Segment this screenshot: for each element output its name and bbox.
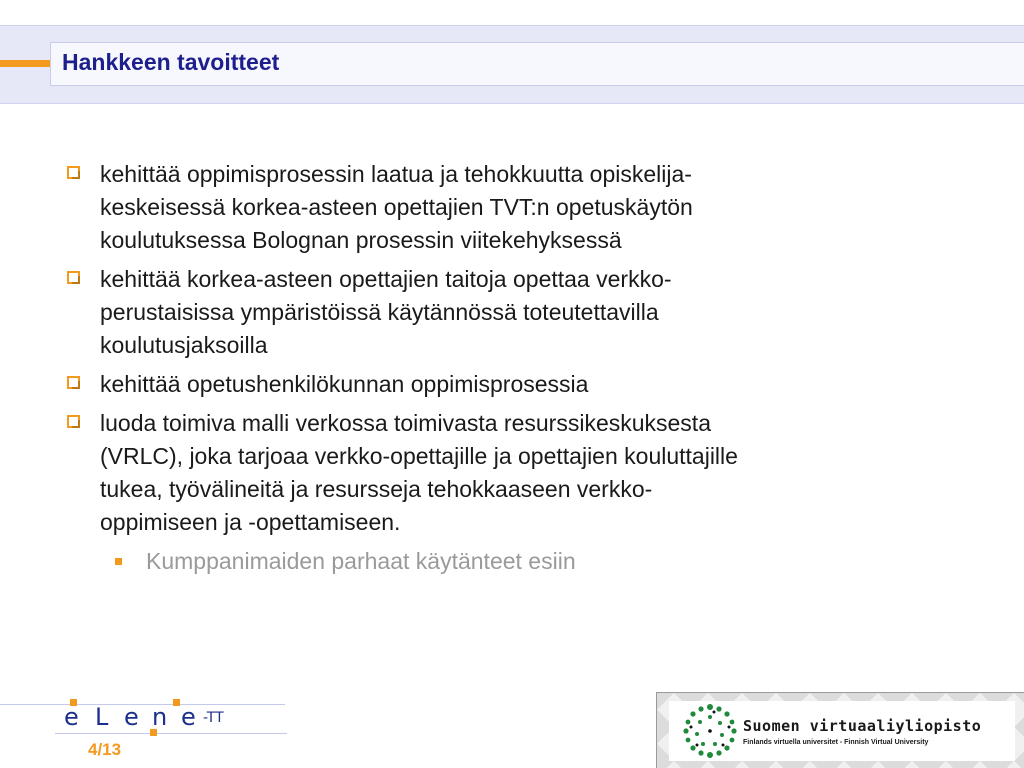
university-subtitle: Finlands virtuella universitet - Finnish Virtual University	[743, 739, 929, 746]
bullet-line: koulutusjaksoilla	[100, 332, 268, 358]
bullet-line: (VRLC), joka tarjoaa verkko-opettajille ja opettajien kouluttajille	[100, 443, 738, 469]
title-accent-bar	[0, 60, 50, 67]
bullet-line: kehittää korkea-asteen opettajien taitoja opettaa verkko-	[100, 266, 672, 292]
footer-divider-bottom	[55, 733, 287, 734]
footer-divider-top	[0, 704, 285, 705]
bullet-line: keskeisessä korkea-asteen opettajien TVT:n opetuskäytön	[100, 194, 693, 220]
bullet-line: kehittää oppimisprosessin laatua ja tehokkuutta opiskelija-	[100, 161, 692, 187]
bullet-list	[67, 158, 927, 578]
logo-suffix: -TT	[203, 710, 224, 726]
university-name: Suomen virtuaaliyliopisto	[743, 717, 982, 735]
bullet-item	[67, 263, 927, 362]
bullet-line: koulutuksessa Bolognan prosessin viitekehyksessä	[100, 227, 622, 253]
bullet-item	[67, 407, 927, 539]
bullet-line: luoda toimiva malli verkossa toimivasta resurssikeskuksesta	[100, 410, 711, 436]
university-logo	[656, 692, 1024, 768]
bullet-line: tukea, työvälineitä ja resursseja tehokkaaseen verkko-	[100, 476, 653, 502]
checkbox-bullet-icon	[67, 415, 80, 428]
logo-letter: n	[152, 703, 168, 731]
logo-letter: L	[95, 703, 109, 731]
slide-title: Hankkeen tavoitteet	[62, 49, 280, 75]
checkbox-bullet-icon	[67, 271, 80, 284]
logo-dot	[173, 699, 180, 706]
bullet-line: oppimiseen ja -opettamiseen.	[100, 509, 401, 535]
logo-letter: e	[124, 703, 139, 731]
bullet-item	[67, 368, 927, 401]
bullet-item	[67, 158, 927, 257]
page-number: 4/13	[88, 740, 122, 759]
university-logo-panel	[669, 701, 1015, 761]
bullet-line: kehittää opetushenkilökunnan oppimisprosessia	[100, 371, 589, 397]
dotted-circle-icon	[673, 701, 747, 761]
sub-bullet-item	[112, 545, 927, 578]
sub-bullet-text: Kumppanimaiden parhaat käytänteet esiin	[146, 548, 576, 574]
square-bullet-icon	[115, 558, 122, 565]
bullet-line: perustaisissa ympäristöissä käytännössä toteutettavilla	[100, 299, 659, 325]
logo-letter: e	[181, 703, 196, 731]
logo-letter: e	[64, 703, 79, 731]
checkbox-bullet-icon	[67, 166, 80, 179]
checkbox-bullet-icon	[67, 376, 80, 389]
